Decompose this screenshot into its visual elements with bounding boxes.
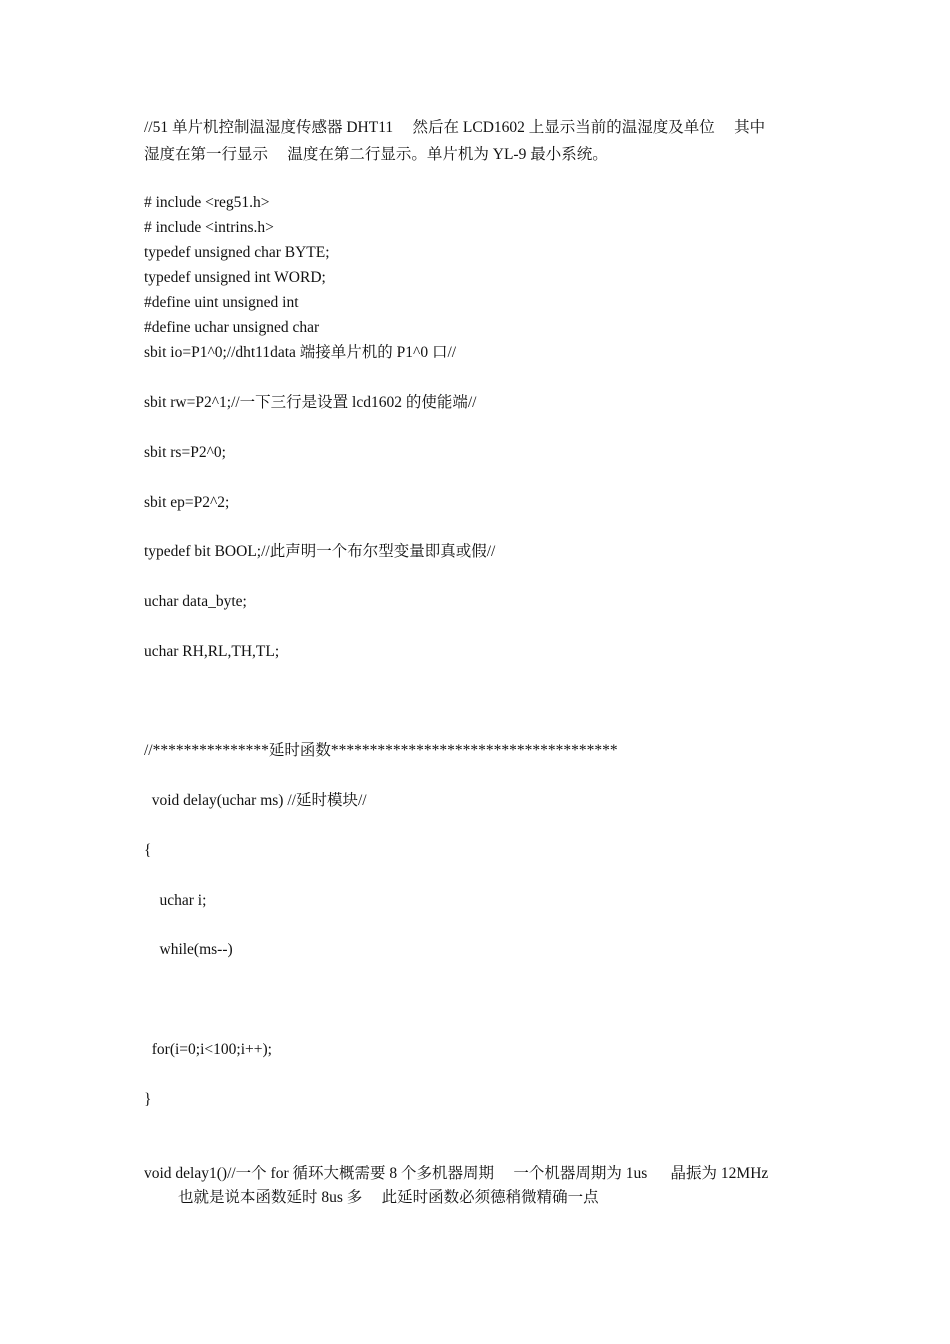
code-line: # include <reg51.h> <box>144 194 270 211</box>
tail-line-1: void delay1()//一个 for 循环大概需要 8 个多机器周期 一个机器周期为 1us 晶振为 12MHz <box>144 1165 769 1182</box>
code-line: for(i=0;i<100;i++); <box>144 1041 272 1058</box>
code-line: #define uchar unsigned char <box>144 319 320 336</box>
code-line: } <box>144 1091 152 1108</box>
code-line: typedef unsigned int WORD; <box>144 269 326 286</box>
code-line: void delay(uchar ms) //延时模块// <box>144 792 367 809</box>
code-line: typedef bit BOOL;//此声明一个布尔型变量即真或假// <box>144 543 496 560</box>
code-line: # include <intrins.h> <box>144 219 274 236</box>
intro-line-2: 湿度在第一行显示 温度在第二行显示。单片机为 YL-9 最小系统。 <box>144 146 608 163</box>
intro-line-1: //51 单片机控制温湿度传感器 DHT11 然后在 LCD1602 上显示当前的温湿度及单位 其中 <box>144 119 766 136</box>
code-line: sbit io=P1^0;//dht11data 端接单片机的 P1^0 口// <box>144 344 457 361</box>
code-line: uchar i; <box>144 892 207 909</box>
code-line: //***************延时函数************************************* <box>144 742 618 759</box>
code-line: sbit rw=P2^1;//一下三行是设置 lcd1602 的使能端// <box>144 394 477 411</box>
tail-line-2: 也就是说本函数延时 8us 多 此延时函数必须德稍微精确一点 <box>178 1189 599 1206</box>
code-line: sbit rs=P2^0; <box>144 444 226 461</box>
code-line: #define uint unsigned int <box>144 294 299 311</box>
code-line: uchar data_byte; <box>144 593 247 610</box>
code-line: while(ms--) <box>144 941 233 958</box>
code-line: uchar RH,RL,TH,TL; <box>144 643 280 660</box>
code-line: sbit ep=P2^2; <box>144 494 230 511</box>
code-line: typedef unsigned char BYTE; <box>144 244 330 261</box>
code-line: { <box>144 842 152 859</box>
